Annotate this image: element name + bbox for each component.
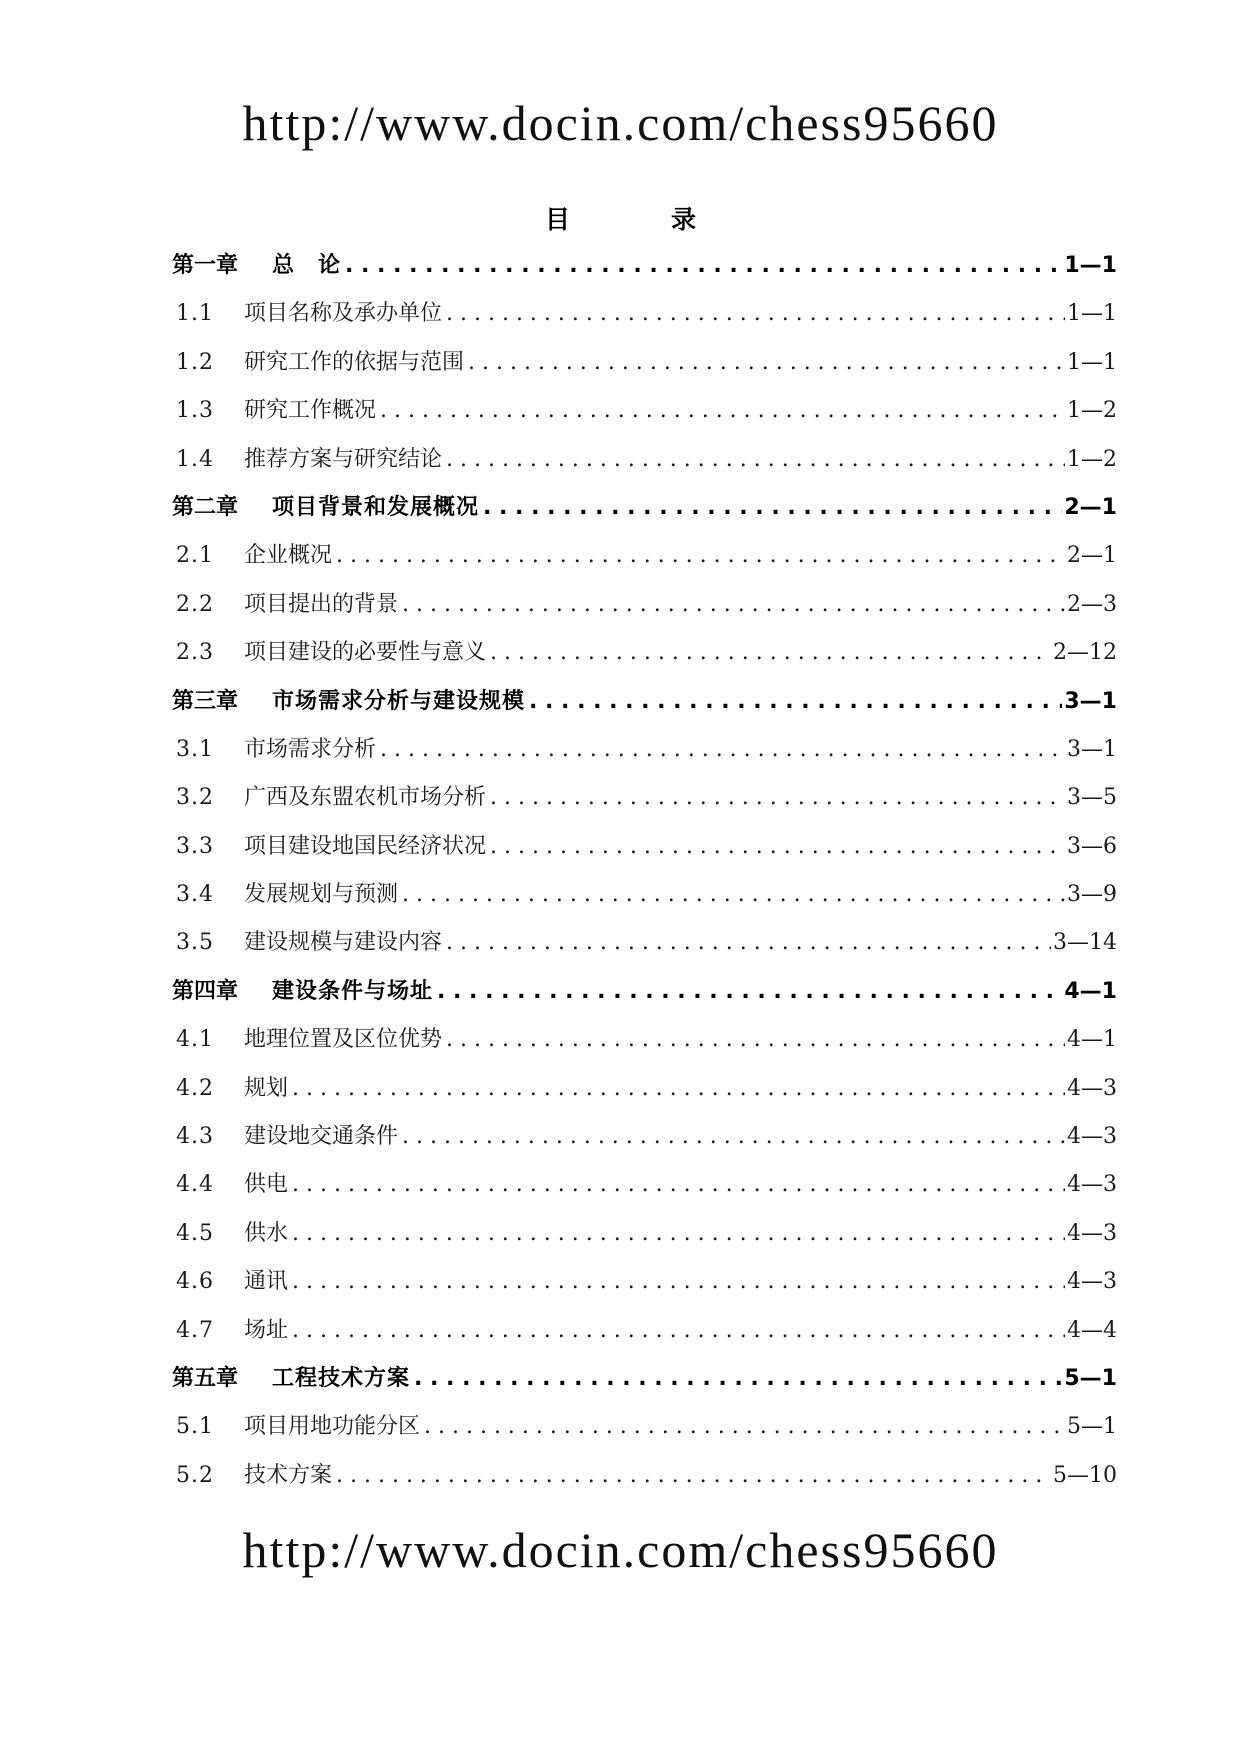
toc-entry-label: 地理位置及区位优势	[244, 1027, 443, 1053]
toc-chapter-row[interactable]	[172, 972, 1117, 1020]
toc-entry-number: 第二章	[172, 494, 239, 520]
toc-entry-page: 2—1	[1067, 543, 1117, 569]
toc-section-row[interactable]	[172, 1117, 1117, 1165]
toc-entry-page: 4—3	[1067, 1269, 1117, 1295]
toc-chapter-row[interactable]	[172, 1359, 1117, 1407]
toc-entry-page: 2—1	[1064, 494, 1117, 520]
table-of-contents	[172, 246, 1117, 1504]
toc-entry-page: 5—10	[1053, 1462, 1117, 1488]
toc-entry-label: 规划	[244, 1075, 289, 1101]
toc-entry-number: 1.2	[176, 349, 214, 375]
toc-entry-number: 3.2	[176, 785, 214, 811]
toc-entry-number: 4.4	[176, 1172, 214, 1198]
toc-dot-leader	[336, 536, 1065, 576]
toc-dot-leader	[446, 294, 1065, 334]
toc-entry-number: 3.4	[176, 882, 214, 908]
toc-title: 目 录	[544, 205, 734, 234]
toc-entry-label: 市场需求分析与建设规模	[272, 688, 526, 714]
toc-section-row[interactable]	[172, 778, 1117, 826]
toc-chapter-row[interactable]	[172, 488, 1117, 536]
toc-section-row[interactable]	[172, 1456, 1117, 1504]
toc-entry-page: 1—1	[1064, 253, 1117, 278]
toc-dot-leader	[292, 1214, 1065, 1254]
toc-entry-page: 3—14	[1053, 930, 1117, 956]
toc-dot-leader	[292, 1165, 1065, 1205]
toc-entry-page: 4—3	[1067, 1124, 1117, 1150]
toc-chapter-row[interactable]	[172, 682, 1117, 730]
toc-entry-page: 3—6	[1067, 833, 1117, 859]
toc-entry-number: 3.1	[176, 736, 214, 762]
toc-entry-number: 5.2	[176, 1462, 214, 1488]
toc-entry-label: 建设条件与场址	[272, 978, 434, 1004]
toc-entry-page: 1—1	[1067, 301, 1117, 327]
toc-entry-number: 4.7	[176, 1317, 214, 1343]
toc-entry-page: 5—1	[1067, 1414, 1117, 1440]
toc-entry-page: 4—1	[1067, 1027, 1117, 1053]
toc-entry-page: 4—3	[1067, 1075, 1117, 1101]
toc-entry-label: 场址	[244, 1317, 289, 1343]
toc-dot-leader	[292, 1262, 1065, 1302]
toc-entry-label: 研究工作概况	[244, 398, 377, 424]
toc-entry-page: 2—12	[1053, 640, 1117, 666]
toc-entry-number: 第五章	[172, 1365, 239, 1391]
toc-section-row[interactable]	[172, 1165, 1117, 1213]
toc-entry-page: 3—9	[1067, 882, 1117, 908]
toc-dot-leader	[446, 1020, 1065, 1060]
toc-section-row[interactable]	[172, 440, 1117, 488]
toc-entry-label: 推荐方案与研究结论	[244, 446, 443, 472]
toc-dot-leader	[446, 440, 1065, 480]
toc-section-row[interactable]	[172, 536, 1117, 584]
toc-entry-page: 4—4	[1067, 1317, 1117, 1343]
toc-section-row[interactable]	[172, 1311, 1117, 1359]
toc-dot-leader	[446, 923, 1051, 963]
toc-entry-number: 第四章	[172, 978, 239, 1004]
toc-section-row[interactable]	[172, 1214, 1117, 1262]
toc-dot-leader	[380, 730, 1065, 770]
toc-entry-page: 4—3	[1067, 1220, 1117, 1246]
toc-dot-leader	[345, 246, 1062, 286]
toc-entry-label: 总 论	[272, 253, 342, 278]
toc-entry-label: 项目提出的背景	[244, 591, 399, 617]
toc-entry-page: 3—5	[1067, 785, 1117, 811]
toc-dot-leader	[336, 1456, 1051, 1496]
toc-entry-number: 1.1	[176, 301, 214, 327]
toc-entry-number: 4.5	[176, 1220, 214, 1246]
toc-section-row[interactable]	[172, 1262, 1117, 1310]
toc-dot-leader	[529, 682, 1062, 722]
toc-entry-number: 2.2	[176, 591, 214, 617]
toc-entry-label: 建设地交通条件	[244, 1124, 399, 1150]
toc-section-row[interactable]	[172, 294, 1117, 342]
toc-entry-page: 5—1	[1064, 1365, 1117, 1391]
toc-dot-leader	[292, 1069, 1065, 1109]
toc-entry-page: 3—1	[1064, 688, 1117, 714]
toc-entry-page: 1—2	[1067, 398, 1117, 424]
toc-section-row[interactable]	[172, 1069, 1117, 1117]
toc-entry-label: 项目背景和发展概况	[272, 494, 480, 520]
toc-section-row[interactable]	[172, 730, 1117, 778]
toc-section-row[interactable]	[172, 923, 1117, 971]
toc-entry-label: 项目名称及承办单位	[244, 301, 443, 327]
toc-section-row[interactable]	[172, 585, 1117, 633]
toc-entry-label: 项目建设地国民经济状况	[244, 833, 487, 859]
toc-dot-leader	[402, 585, 1065, 625]
toc-dot-leader	[380, 391, 1065, 431]
toc-entry-label: 建设规模与建设内容	[244, 930, 443, 956]
toc-entry-number: 4.6	[176, 1269, 214, 1295]
toc-entry-label: 研究工作的依据与范围	[244, 349, 465, 375]
toc-section-row[interactable]	[172, 343, 1117, 391]
toc-entry-label: 项目建设的必要性与意义	[244, 640, 487, 666]
toc-entry-label: 工程技术方案	[272, 1365, 411, 1391]
toc-section-row[interactable]	[172, 391, 1117, 439]
toc-entry-page: 4—1	[1064, 978, 1117, 1004]
toc-entry-label: 市场需求分析	[244, 736, 377, 762]
toc-dot-leader	[483, 488, 1062, 528]
toc-dot-leader	[402, 1117, 1065, 1157]
toc-dot-leader	[292, 1311, 1065, 1351]
toc-entry-number: 5.1	[176, 1414, 214, 1440]
toc-entry-number: 第一章	[172, 253, 239, 278]
toc-chapter-row[interactable]	[172, 246, 1117, 294]
toc-entry-label: 项目用地功能分区	[244, 1414, 421, 1440]
toc-dot-leader	[490, 827, 1065, 867]
toc-entry-label: 技术方案	[244, 1462, 333, 1488]
toc-dot-leader	[402, 875, 1065, 915]
toc-section-row[interactable]	[172, 875, 1117, 923]
toc-entry-label: 供水	[244, 1220, 289, 1246]
toc-entry-label: 发展规划与预测	[244, 882, 399, 908]
toc-entry-number: 1.3	[176, 398, 214, 424]
toc-entry-number: 4.2	[176, 1075, 214, 1101]
toc-dot-leader	[490, 633, 1051, 673]
toc-entry-number: 2.3	[176, 640, 214, 666]
toc-entry-page: 3—1	[1067, 736, 1117, 762]
toc-entry-number: 4.1	[176, 1027, 214, 1053]
toc-entry-label: 企业概况	[244, 543, 333, 569]
toc-entry-page: 1—1	[1067, 349, 1117, 375]
toc-entry-label: 供电	[244, 1172, 289, 1198]
toc-entry-number: 第三章	[172, 688, 239, 714]
toc-entry-label: 广西及东盟农机市场分析	[244, 785, 487, 811]
toc-entry-number: 1.4	[176, 446, 214, 472]
toc-entry-page: 4—3	[1067, 1172, 1117, 1198]
toc-dot-leader	[468, 343, 1065, 383]
toc-dot-leader	[490, 778, 1065, 818]
watermark-url-bottom: http://www.docin.com/chess95660	[242, 1522, 999, 1578]
toc-entry-page: 1—2	[1067, 446, 1117, 472]
toc-dot-leader	[437, 972, 1062, 1012]
toc-section-row[interactable]	[172, 1020, 1117, 1068]
toc-entry-number: 3.3	[176, 833, 214, 859]
toc-entry-page: 2—3	[1067, 591, 1117, 617]
watermark-url-top: http://www.docin.com/chess95660	[242, 95, 999, 151]
toc-section-row[interactable]	[172, 633, 1117, 681]
toc-entry-number: 2.1	[176, 543, 214, 569]
toc-dot-leader	[414, 1359, 1062, 1399]
toc-entry-number: 4.3	[176, 1124, 214, 1150]
toc-dot-leader	[424, 1407, 1065, 1447]
toc-entry-label: 通讯	[244, 1269, 289, 1295]
toc-entry-number: 3.5	[176, 930, 214, 956]
toc-section-row[interactable]	[172, 1407, 1117, 1455]
toc-section-row[interactable]	[172, 827, 1117, 875]
